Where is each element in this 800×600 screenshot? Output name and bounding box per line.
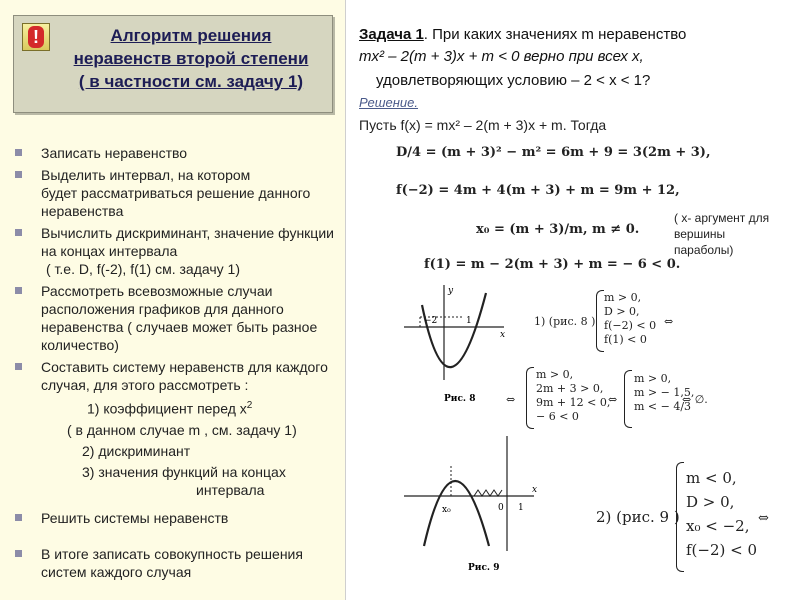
case1b-arrow-mid: ⇔: [608, 393, 618, 406]
task-panel: [346, 0, 800, 600]
fig8-tick-1: 1: [466, 316, 472, 326]
bullet-icon: [15, 171, 22, 178]
step-text: Записать неравенство: [41, 145, 188, 161]
bullet-icon: [15, 287, 22, 294]
fig8-caption: Рис. 8: [444, 394, 476, 404]
step-text: 3) значения функций на концах: [82, 463, 286, 480]
fig9-caption: Рис. 9: [468, 563, 500, 573]
title-box: [13, 15, 333, 113]
case2-row: x₀ < −2,: [686, 517, 750, 535]
task-title: Задача 1: [359, 26, 424, 43]
step-text: Вычислить дискриминант, значение функции на концах интервала: [41, 225, 334, 259]
formula-f-minus-2: f(−2) = 4m + 4(m + 3) + m = 9m + 12,: [396, 183, 680, 198]
list-item-sub: [12, 463, 340, 481]
let-line: Пусть f(x) = mx² – 2(m + 3)x + m. Тогда: [359, 117, 607, 133]
case1-system: [604, 291, 656, 347]
vertex-note: [674, 210, 769, 258]
bullet-icon: [15, 149, 22, 156]
figure-8: [404, 285, 514, 405]
case1b-system: [536, 368, 610, 424]
case1b-arrow-left: ⇔: [506, 393, 516, 406]
case1-brace: [596, 290, 604, 352]
warning-icon: !: [22, 23, 50, 51]
task-line-2: mx² – 2(m + 3)x + m < 0 верно при всех x,: [359, 48, 644, 65]
title-line-2: неравенств второй степени: [73, 49, 309, 68]
note-line-3: параболы): [674, 243, 734, 257]
step-text: ( в данном случае m , см. задачу 1): [67, 421, 297, 438]
list-item: [12, 282, 340, 354]
list-item: [12, 166, 340, 184]
case1b-row2: m > − 1,5,: [634, 386, 695, 399]
note-line-2: вершины: [674, 227, 726, 241]
case1-arrow: ⇔: [664, 315, 674, 328]
case2-row: f(−2) < 0: [686, 541, 758, 559]
case1b-row: − 6 < 0: [536, 410, 579, 423]
step-text: 1) коэффициент перед x: [87, 400, 247, 417]
case1b-row: m > 0,: [536, 368, 574, 381]
formula-vertex: x₀ = (m + 3)/m, m ≠ 0.: [476, 222, 640, 237]
list-item: [12, 144, 340, 162]
title-line-3: ( в частности см. задачу 1): [78, 72, 304, 91]
case2-row: m < 0,: [686, 469, 737, 487]
case1-row: m > 0,: [604, 291, 642, 304]
list-item-sub: [12, 421, 340, 439]
list-item-continuation: [12, 260, 340, 278]
task-line-3: удовлетворяющих условию – 2 < x < 1?: [376, 72, 651, 89]
list-item: [12, 509, 340, 527]
case1b-row: 2m + 3 > 0,: [536, 382, 604, 395]
list-item: [12, 545, 340, 581]
figure-9: [404, 436, 544, 576]
fig9-x-label: x: [532, 485, 538, 495]
task-heading: [359, 24, 686, 45]
case1b-row2: m < − 4/3: [634, 400, 692, 413]
page-title: [52, 24, 330, 93]
step-text: 2) дискриминант: [82, 442, 191, 459]
note-line-1: ( x- аргумент для: [674, 211, 770, 225]
step-text: Рассмотреть всевозможные случаи расположения графиков для данного неравенства ( случаев может быть разное количество): [41, 283, 318, 353]
fig9-x0-label: x₀: [442, 505, 451, 515]
bullet-icon: [15, 363, 22, 370]
list-item-sub: [12, 442, 340, 460]
solution-label: Решение.: [359, 95, 419, 110]
case2-arrow: ⇔: [758, 511, 769, 526]
fig9-one-label: 1: [518, 503, 524, 513]
task-line-1: . При каких значениях m неравенство: [423, 26, 687, 43]
case2-label: 2) (рис. 9 ): [596, 508, 680, 526]
step-text: интервала: [196, 481, 265, 498]
bullet-icon: [15, 229, 22, 236]
step-text: ( т.е. D, f(-2), f(1) см. задачу 1): [46, 261, 240, 277]
case1b-brace-2: [624, 370, 632, 428]
step-text: Составить систему неравенств для каждого случая, для этого рассмотреть :: [41, 359, 328, 393]
list-item: [12, 224, 340, 260]
algorithm-panel: [0, 0, 345, 600]
list-item-sub: [12, 481, 340, 499]
step-text: Решить системы неравенств: [41, 509, 229, 526]
case1b-row: 9m + 12 < 0,: [536, 396, 611, 409]
title-line-1: Алгоритм решения: [110, 26, 272, 45]
case1b-result: ⇔ ∅.: [682, 393, 708, 406]
case1-label: 1) (рис. 8 ): [534, 315, 596, 328]
fig8-x-label: x: [500, 330, 506, 340]
fig8-tick-minus2: −2: [424, 316, 438, 326]
fig8-y-label: y: [448, 286, 454, 296]
case2-brace: [676, 462, 684, 572]
list-item-sub: 1) коэффициент перед $x^2$: [87, 400, 253, 417]
case2-system: [686, 466, 757, 562]
case1b-brace: [526, 367, 534, 429]
list-item: [12, 358, 340, 394]
formula-discriminant: D/4 = (m + 3)² − m² = 6m + 9 = 3(2m + 3),: [396, 145, 711, 160]
step-text: Выделить интервал, на котором: [41, 167, 251, 183]
algorithm-steps: [12, 144, 340, 581]
case1b-row2: m > 0,: [634, 372, 672, 385]
bullet-icon: [15, 514, 22, 521]
step-text: будет рассматриваться решение данного неравенства: [41, 185, 311, 219]
case1-row: f(1) < 0: [604, 333, 647, 346]
case1-row: f(−2) < 0: [604, 319, 657, 332]
case1-row: D > 0,: [604, 305, 640, 318]
case2-row: D > 0,: [686, 493, 735, 511]
formula-f-1: f(1) = m − 2(m + 3) + m = − 6 < 0.: [424, 257, 681, 272]
fig9-zero-label: 0: [498, 503, 504, 513]
list-item-continuation: [12, 184, 340, 220]
step-text: В итоге записать совокупность решения систем каждого случая: [41, 545, 303, 580]
bullet-icon: [15, 550, 22, 557]
